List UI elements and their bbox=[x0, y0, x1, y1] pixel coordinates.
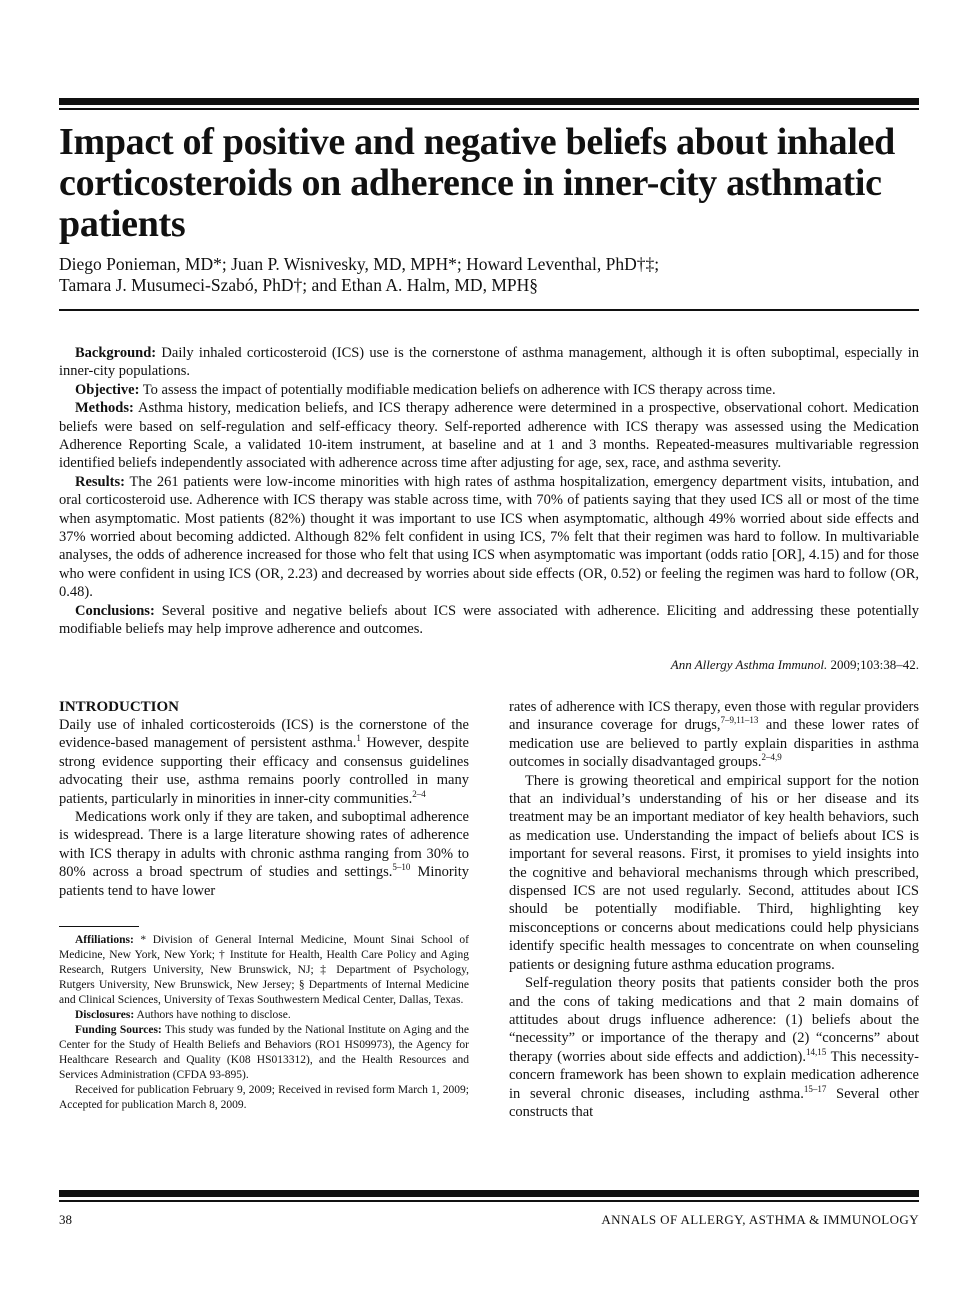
intro-p2-text: Medications work only if they are taken, and suboptimal adherence is widespread. There is a large literature showing rates of adherence with ICS therapy in adults with chronic asthma ranging from 30% to 80% across a broad spectrum of studies and settings. bbox=[59, 809, 469, 881]
right-p1b-text: and these lower rates of medication use are believed to partly explain disparities in asthma outcomes in socially disadvantaged groups. bbox=[509, 717, 919, 771]
disclosures-label: Disclosures: bbox=[75, 1009, 135, 1022]
affiliations-text: * Division of General Internal Medicine, Mount Sinai School of Medicine, New York, New York; † Institute for Health, Health Care Policy and Aging Research, Rutgers University, New Brunswick, NJ; ‡ Department of Psychology, Rutgers University, New Brunswick, New Jersey; § Departments of Internal Medicine and Clinical Sciences, University of Texas Southwestern Medical Center, Dallas, Texas. bbox=[59, 934, 469, 1007]
disclosures-text: Authors have nothing to disclose. bbox=[134, 1009, 291, 1022]
right-paragraph-1 bbox=[509, 698, 919, 772]
footnote-affiliations bbox=[59, 933, 469, 1008]
funding-label: Funding Sources: bbox=[75, 1024, 162, 1037]
right-p3c-text: Several other constructs that bbox=[509, 1085, 919, 1120]
ref-superscript: 14,15 bbox=[805, 1046, 827, 1057]
ref-superscript: 2–4,9 bbox=[761, 752, 782, 763]
abstract-methods bbox=[59, 399, 919, 473]
authors-line-2: Tamara J. Musumeci-Szabó, PhD†; and Ethan A. Halm, MD, MPH§ bbox=[59, 275, 538, 295]
citation bbox=[59, 657, 919, 673]
right-p3-text: Self-regulation theory posits that patients consider both the pros and the cons of taking medications and that 2 main domains of attitudes about drugs influence adherence: (1) beliefs about the “necessity” or importance of the therapy and (2) “concerns” about therapy (worries about side effects and addiction). bbox=[509, 975, 919, 1065]
abstract-results bbox=[59, 473, 919, 602]
ref-superscript: 7–9,11–13 bbox=[720, 715, 759, 726]
right-p1-text: rates of adherence with ICS therapy, even those with regular providers and insurance coverage for drugs, bbox=[509, 699, 919, 734]
right-paragraph-2: There is growing theoretical and empirical support for the notion that an individual’s understanding of his or her disease and its treatment may be an important mediator of key health behaviors, such as medication use. Understanding the impact of beliefs about ICS is important for several reasons. First, it promises to yield insights into the cognitive and behavioral mechanisms through which prescribed, dispensed ICS are not used regularly. Second, attitudes about ICS should be potentially modifiable. Third, highlighting key misconceptions or concerns about medications could help physicians identify specific health messages to concentrate on when counseling patients or designing future asthma education programs. bbox=[509, 772, 919, 973]
methods-text: Asthma history, medication beliefs, and ICS therapy adherence were determined in a prospective, observational cohort. Medication beliefs were based on self-regulation and self-efficacy theory. Self-reported adherence with ICS therapy was assessed using the Medication Adherence Reporting Scale, a validated 10-item instrument, at baseline and at 1 and 3 months. Repeated-measures multivariable regression identified beliefs independently associated with adherence across time after adjusting for age, sex, race, and asthma severity. bbox=[59, 400, 920, 472]
page-number: 38 bbox=[59, 1212, 72, 1227]
right-column bbox=[509, 698, 919, 1121]
left-column bbox=[59, 698, 469, 1113]
footnote-received: Received for publication February 9, 2009; Received in revised form March 1, 2009; Accepted for publication March 8, 2009. bbox=[59, 1084, 469, 1112]
header-rule-thin bbox=[59, 108, 919, 110]
right-paragraph-3 bbox=[509, 974, 919, 1121]
ref-superscript: 2–4 bbox=[412, 788, 426, 799]
ref-superscript: 15–17 bbox=[803, 1083, 827, 1094]
introduction-heading: INTRODUCTION bbox=[59, 699, 180, 715]
abstract-background bbox=[59, 344, 919, 381]
footnotes bbox=[59, 933, 469, 1113]
citation-reference: 2009;103:38–42. bbox=[827, 657, 919, 672]
intro-p1b-text: However, despite strong evidence supporting their efficacy and consensus guidelines advocating their use, asthma remains poorly controlled in many patients, particularly in minorities in inner-city communities. bbox=[59, 735, 469, 807]
author-list bbox=[59, 254, 919, 296]
footnote-separator bbox=[59, 926, 139, 927]
citation-journal: Ann Allergy Asthma Immunol. bbox=[670, 657, 828, 672]
funding-text: This study was funded by the National Institute on Aging and the Center for the Study of Health Beliefs and Behaviors (RO1 HS09973), the Agency for Healthcare Research and Quality (K08 HS013312), and the Health Resources and Services Administration (CFDA 93-895). bbox=[59, 1024, 469, 1082]
introduction-body bbox=[59, 716, 469, 900]
footnote-disclosures bbox=[59, 1008, 469, 1023]
header-rule-thick bbox=[59, 98, 919, 105]
results-text: The 261 patients were low-income minorities with high rates of asthma hospitalization, emergency department visits, intubation, and oral corticosteroid use. Adherence with ICS therapy was stable across time, with 70% of patients saying that they used ICS all or most of the time when asymptomatic. Most patients (82%) thought it was important to use ICS when asymptomatic, although 49% worried about side effects and 37% worried about becoming addicted. Although 82% felt confident in using ICS, 7% felt that their regimen was hard to follow. In multivariable analyses, the odds of adherence increased for those who felt that using ICS when asymptomatic was important (odds ratio [OR], 4.15) and for those who were confident in using ICS (OR, 2.23) and decreased by worries about side effects (OR, 0.52) or feeling the regimen was hard to follow (OR, 0.48). bbox=[59, 473, 919, 601]
background-label: Background: bbox=[75, 345, 157, 361]
footnote-funding bbox=[59, 1023, 469, 1083]
title-rule bbox=[59, 309, 919, 311]
footer-rule-thin bbox=[59, 1200, 919, 1202]
objective-label: Objective: bbox=[75, 381, 140, 398]
intro-p2b-text: Minority patients tend to have lower bbox=[59, 864, 470, 899]
abstract-conclusions bbox=[59, 602, 919, 639]
conclusions-text: Several positive and negative beliefs about ICS were associated with adherence. Eliciting and addressing these potentially modifiable beliefs may help improve adherence and outcomes. bbox=[59, 602, 920, 638]
abstract-objective bbox=[59, 381, 919, 399]
results-label: Results: bbox=[75, 473, 125, 490]
objective-text: To assess the impact of potentially modifiable medication beliefs on adherence with ICS therapy across time. bbox=[142, 381, 776, 398]
ref-superscript: 1 bbox=[356, 733, 361, 744]
footer-rule-thick bbox=[59, 1190, 919, 1197]
background-text: Daily inhaled corticosteroid (ICS) use is the cornerstone of asthma management, although it is often suboptimal, especially in inner-city populations. bbox=[59, 345, 920, 380]
journal-running-footer: ANNALS OF ALLERGY, ASTHMA & IMMUNOLOGY bbox=[601, 1212, 919, 1227]
article-title: Impact of positive and negative beliefs about inhaled corticosteroids on adherence in inner-city asthmatic patients bbox=[59, 121, 895, 245]
conclusions-label: Conclusions: bbox=[75, 602, 155, 619]
authors-line-1: Diego Ponieman, MD*; Juan P. Wisnivesky, MD, MPH*; Howard Leventhal, PhD†‡; bbox=[59, 254, 660, 274]
affiliations-label: Affiliations: bbox=[75, 934, 134, 947]
right-column-body bbox=[509, 698, 919, 1121]
ref-superscript: 5–10 bbox=[392, 862, 411, 873]
intro-p1-text: Daily use of inhaled corticosteroids (ICS) is the cornerstone of the evidence-based management of persistent asthma. bbox=[59, 717, 469, 752]
methods-label: Methods: bbox=[75, 400, 134, 417]
abstract bbox=[59, 344, 919, 639]
intro-paragraph-2 bbox=[59, 808, 469, 900]
intro-paragraph-1 bbox=[59, 716, 469, 808]
right-p3b-text: This necessity-concern framework has been shown to explain medication adherence in several chronic diseases, including asthma. bbox=[509, 1048, 919, 1102]
